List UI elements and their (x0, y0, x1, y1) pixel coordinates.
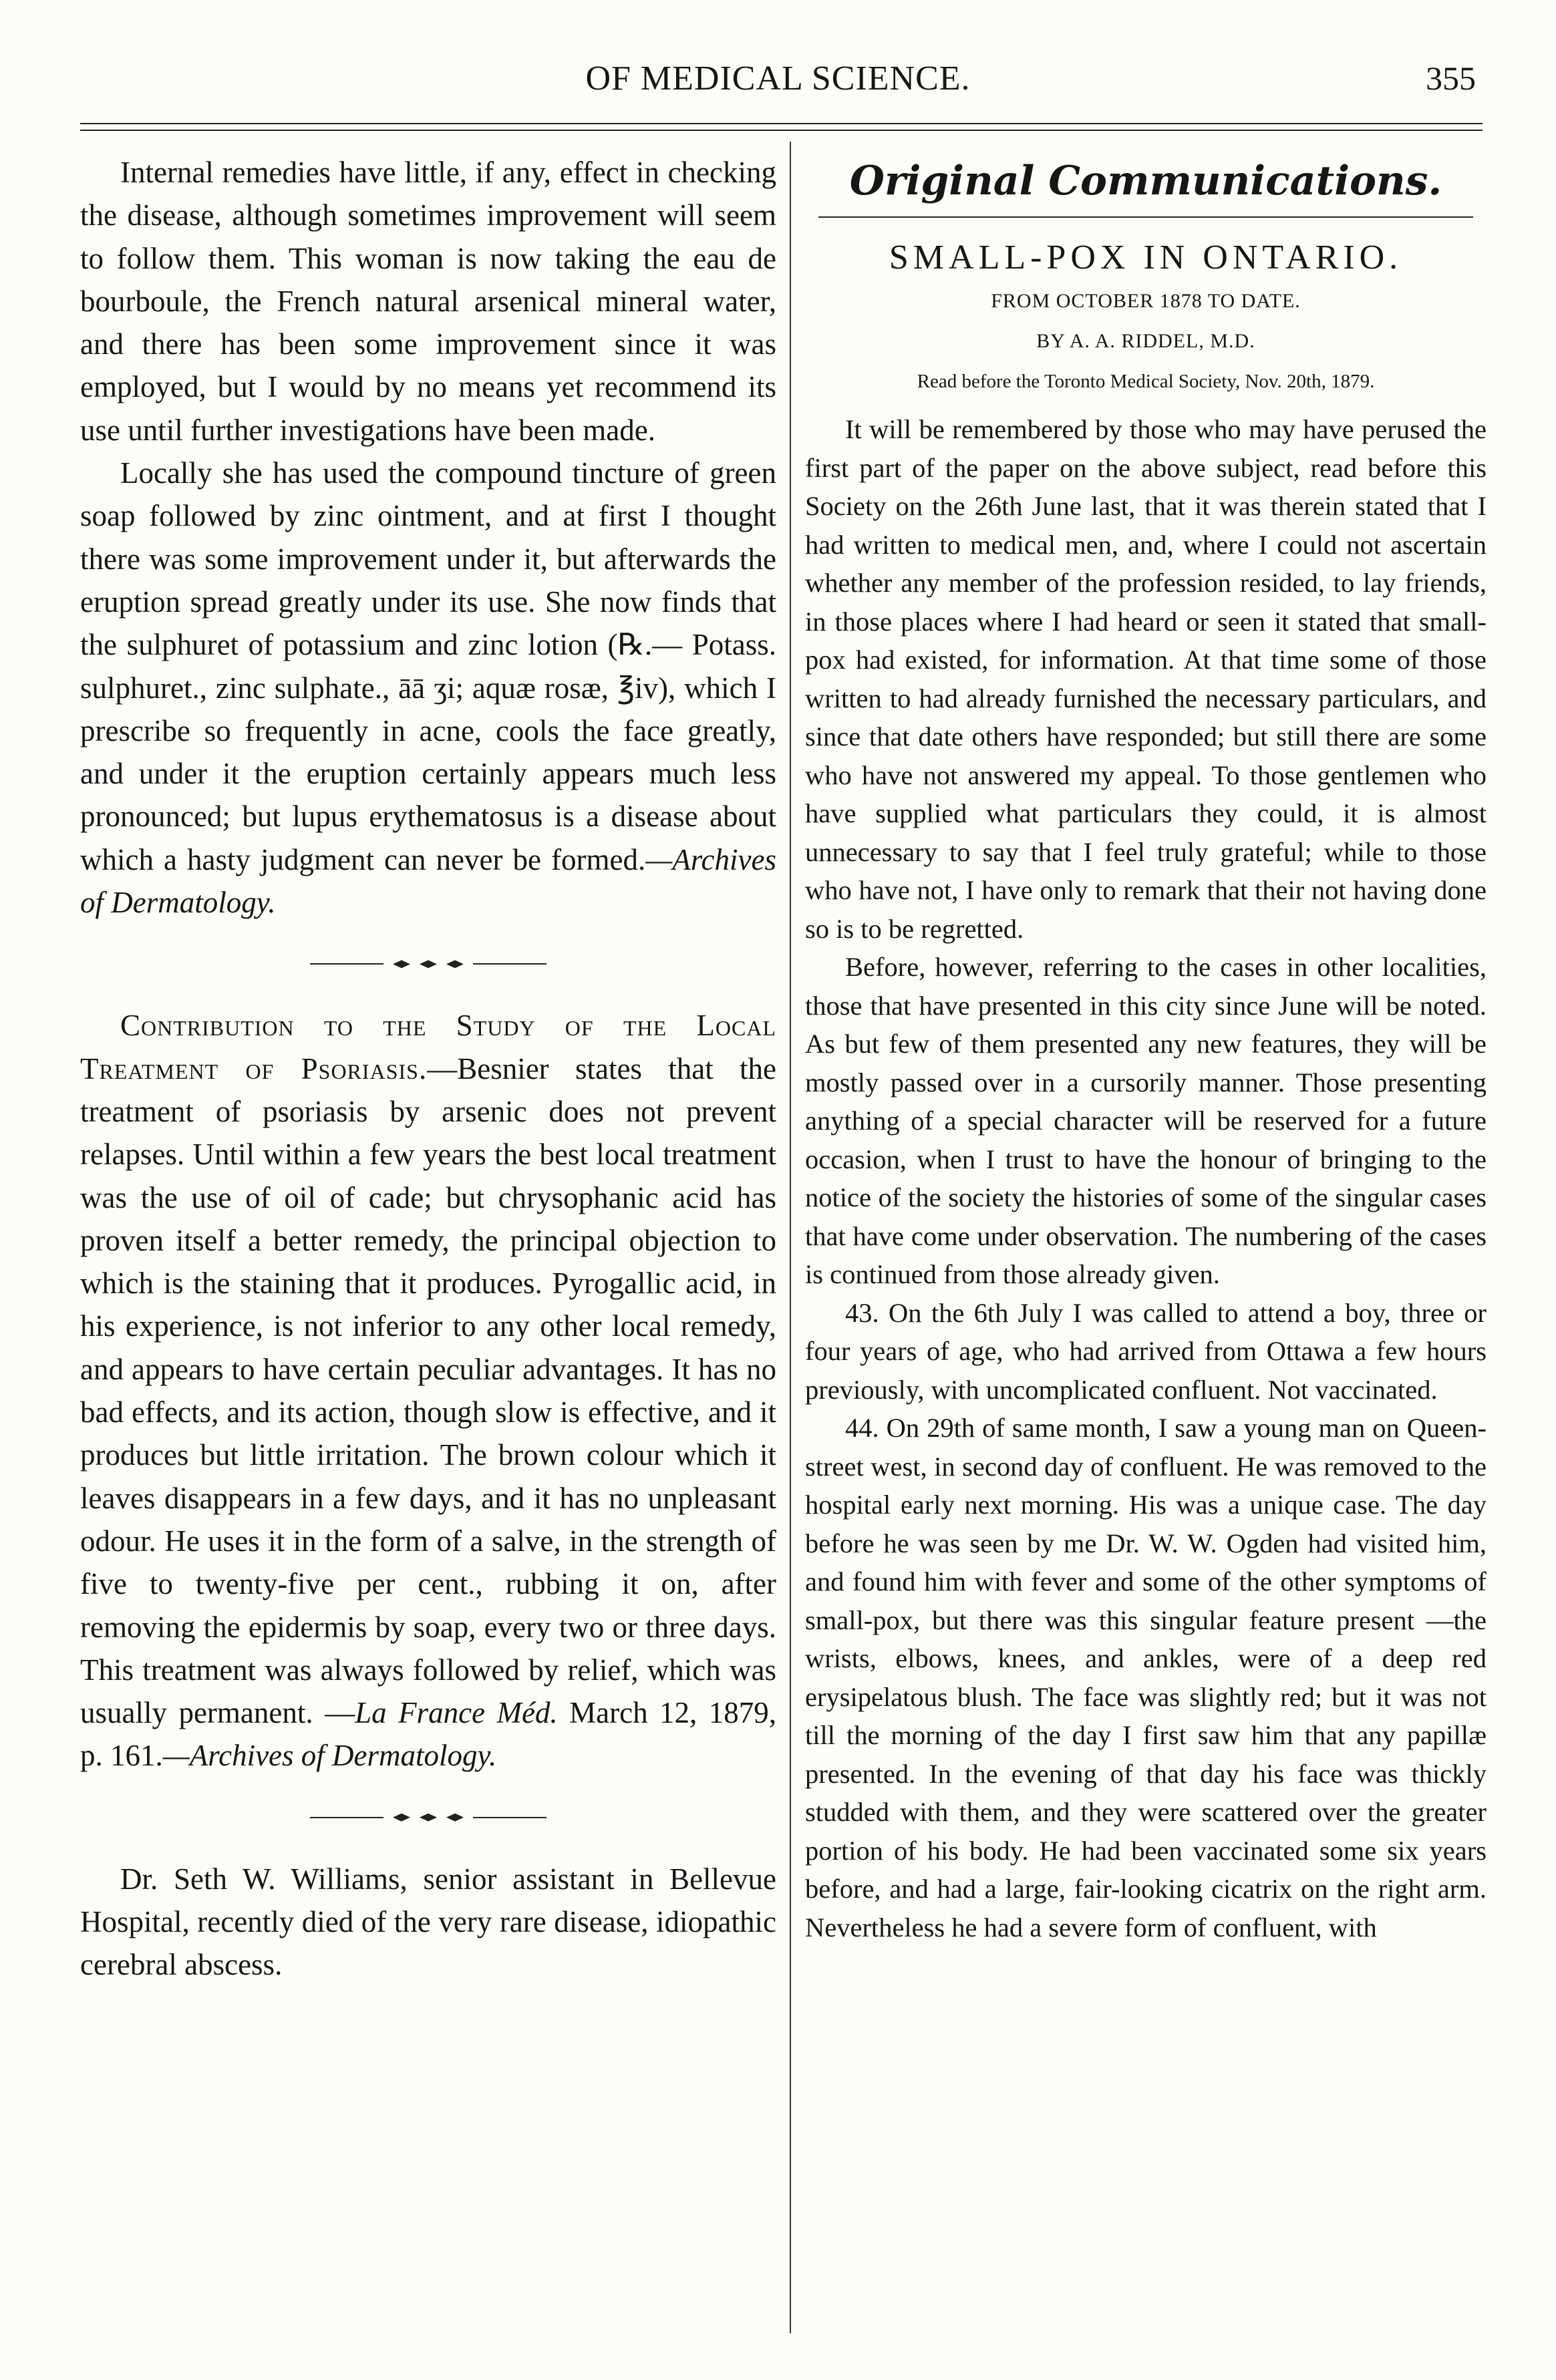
ornament-rule (310, 1817, 383, 1818)
page-number: 355 (1426, 59, 1476, 97)
citation-date: March 12, 1879, p. 161. (80, 1696, 776, 1773)
read-note: Read before the Toronto Medical Society, Nov. 20th, 1879. (917, 371, 1375, 392)
section-ornament-2 (80, 1777, 776, 1858)
article-byline: BY A. A. RIDDEL, M.D. (1036, 330, 1255, 352)
case-43-paragraph: 43. On the 6th July I was called to attend a boy, three or four years of age, who had arrived from Ottawa a few hours previously, with uncomplicated confluent. Not vaccinated. (805, 1297, 1487, 1405)
ornament-rule (310, 963, 383, 965)
section-ornament (80, 924, 776, 1004)
green-soap-paragraph (80, 452, 776, 924)
archives-citation: —Archives of Dermatology. (80, 842, 776, 920)
ornament-diamond (393, 1814, 410, 1822)
case-44-paragraph: 44. On 29th of same month, I saw a young man on Queen-street west, in second day of confluent. He was removed to the hospital early next morning. His was a unique case. The day before he was seen by me Dr. W. W. Ogden had visited him, and found him with fever and some of the other symptoms of small-pox, but there was this singular feature present —the wrists, elbows, knees, and ankles, were of a deep red erysipelatous blush. The face was slightly red; but it was not till the morning of the day I first saw him that any papillæ presented. In the evening of that day his face was thickly studded with them, and they were scattered over the greater portion of his body. He had been vaccinated some six years before, and had a large, fair-looking cicatrix on the right arm. Nevertheless he had a severe form of confluent, with (805, 1413, 1487, 1942)
running-head (80, 59, 1476, 112)
archives-citation-2: —Archives of Dermatology. (162, 1739, 497, 1773)
ornament-diamond (446, 1814, 464, 1822)
remedies-paragraph: Internal remedies have little, if any, effect in checking the disease, although sometimes improvement will seem to follow them. This woman is now taking the eau de bourboule, the French natural arsenical mineral water, and there has been some improvement since it was employed, but I would by no means yet recommend its use until further investigations have been made. (80, 156, 776, 447)
ornament-rule (473, 963, 547, 965)
right-column (805, 151, 1487, 2340)
ornament-diamond (420, 960, 437, 968)
psoriasis-body: —Besnier states that the treatment of psoriasis by arsenic does not prevent relapses. Until within a few years the best local treatment was the use of oil of cade; but chrysophanic acid has proven itself a better remedy, the principal objection to which is the staining that it produces. Pyrogallic acid, in his experience, is not inferior to any other local remedy, and appears to have certain peculiar advantages. It has no bad effects, and its action, though slow is effective, and it produces but little irritation. The brown colour which it leaves disappears in a few days, and it has no unpleasant odour. He uses it in the form of a salve, in the strength of five to twenty-five per cent., rubbing it on, after removing the epidermis by soap, every two or three days. This treatment was always followed by relief, which was usually permanent. — (80, 1051, 776, 1730)
column-divider (790, 142, 791, 2333)
running-title: OF MEDICAL SCIENCE. (585, 59, 971, 98)
psoriasis-paragraph (80, 1004, 776, 1777)
green-soap-text: Locally she has used the compound tincture of green soap followed by zinc ointment, and at first I thought there was some improvement under it, but afterwards the eruption spread greatly under its use. She now finds that the sulphuret of potassium and zinc lotion (℞.— Potass. sulphuret., zinc sulphate., āā ʒi; aquæ rosæ, ℥iv), which I prescribe so frequently in acne, cools the face greatly, and under it the eruption certainly appears much less pronounced; but lupus erythematosus is a disease about which a hasty judgment can never be formed. (80, 456, 776, 876)
section-title-rule (818, 216, 1473, 218)
article-dates: FROM OCTOBER 1878 TO DATE. (991, 290, 1301, 312)
city-cases-paragraph: Before, however, referring to the cases in other localities, those that have presented in this city since June will be noted. As but few of them presented any new features, they will be mostly passed over in a cursorily manner. Those presenting anything of a special character will be reserved for a future occasion, when I trust to have the honour of bringing to the notice of the society the histories of some of the singular cases that have come under observation. The numbering of the cases is continued from those already given. (805, 952, 1487, 1289)
la-france-citation: La France Méd. (355, 1696, 558, 1730)
ornament-diamond (446, 960, 464, 968)
header-double-rule (80, 123, 1483, 131)
intro-paragraph: It will be remembered by those who may have perused the first part of the paper on the above subject, read before this Society on the 26th June last, that it was therein stated that I had written to medical men, and, where I could not ascertain whether any member of the profession resided, to lay friends, in those places where I had heard or seen it stated that small-pox had existed, for information. At that time some of those written to had already furnished the necessary particulars, and since that date others have responded; but still there are some who have not answered my appeal. To those gentlemen who have supplied what particulars they could, it is almost unnecessary to say that I feel truly grateful; while to those who have not, I have only to remark that their not having done so is to be regretted. (805, 414, 1487, 944)
ornament-rule (473, 1817, 547, 1818)
section-title: Original Communications. (849, 158, 1442, 204)
ornament-diamond (393, 960, 410, 968)
left-column (80, 151, 776, 2340)
williams-obituary-paragraph: Dr. Seth W. Williams, senior assistant in Bellevue Hospital, recently died of the very rare disease, idiopathic cerebral abscess. (80, 1862, 776, 1982)
article-title: SMALL-POX IN ONTARIO. (889, 238, 1403, 277)
ornament-diamond (420, 1814, 437, 1822)
psoriasis-heading: Contribution to the Study of the Local Treatment of Psoriasis. (80, 1009, 776, 1085)
